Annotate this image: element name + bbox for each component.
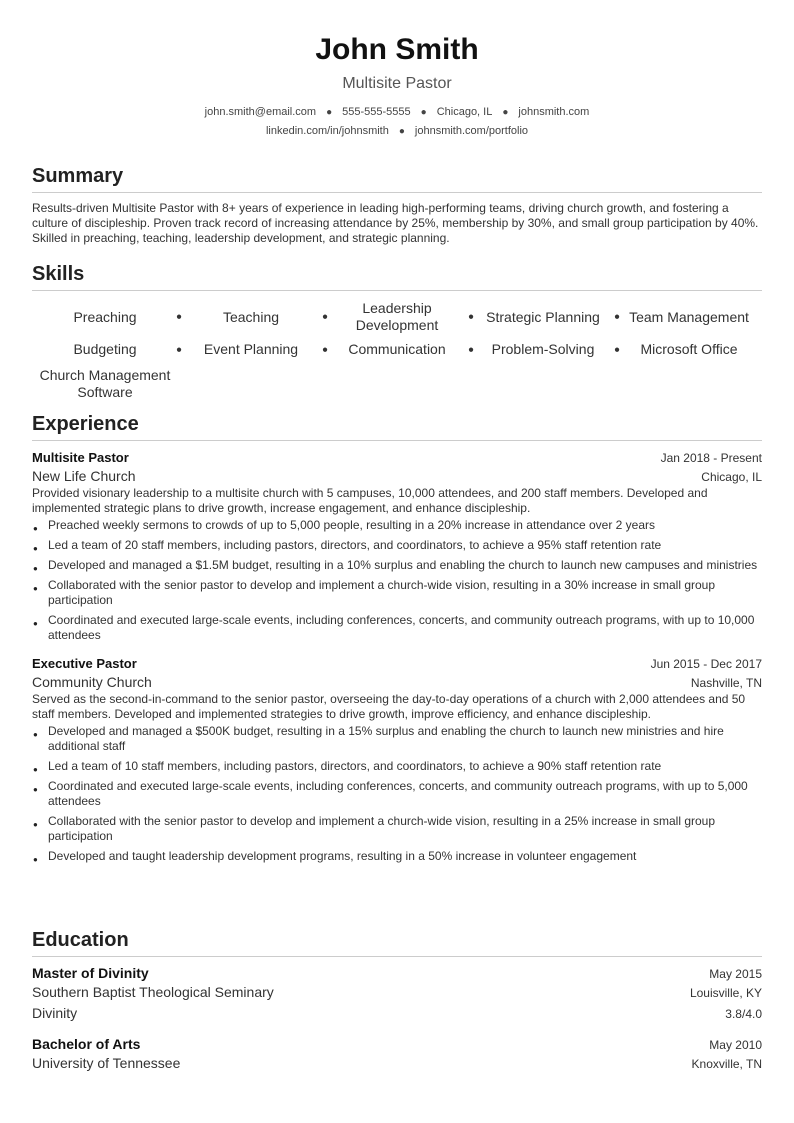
school: University of Tennessee xyxy=(32,1055,181,1071)
skill-item: Teaching ● xyxy=(222,308,328,325)
contact-info xyxy=(0,103,794,141)
bullet-item: ● Developed and managed a $500K budget, resulting in a 15% surplus and enabling the church to launch new ministries and hire additional staff xyxy=(32,724,762,754)
phone-number: 555-555-5555 xyxy=(342,106,411,118)
education-entry xyxy=(32,965,762,1024)
job-entry xyxy=(32,449,762,643)
job-bullets xyxy=(32,724,762,864)
job-location: Nashville, TN xyxy=(690,676,762,690)
skills-row xyxy=(32,335,762,364)
skills-heading: Skills xyxy=(32,262,762,291)
school-location: Louisville, KY xyxy=(689,986,762,1000)
job-description: Served as the second-in-command to the senior pastor, overseeing the day-to-day operations of a church with 2,000 attendees and 50 staff members. Developed and implemented strategies to drive growth, improve efficiency, and enhance discipleship. xyxy=(32,692,746,721)
education-section xyxy=(32,928,762,1074)
job-dates: Jun 2015 - Dec 2017 xyxy=(650,657,762,671)
bullet-item: ● Coordinated and executed large-scale events, including conferences, concerts, and community outreach programs, with up to 10,000 attendees xyxy=(32,613,762,643)
resume-header xyxy=(0,0,794,141)
summary-text: Results-driven Multisite Pastor with 8+ years of experience in leading high-performing teams, driving church growth, and fostering a culture of discipleship. Proven track record of increasing attendance by 25%, membership by 30%, and small group participation by 40%. Skilled in preaching, teaching, leadership development, and strategic planning. xyxy=(32,201,759,245)
bullet-item: ● Collaborated with the senior pastor to develop and implement a church-wide vision, resulting in a 25% increase in small group participation xyxy=(32,814,762,844)
skill-item: Budgeting ● xyxy=(73,341,182,357)
field-of-study: Divinity xyxy=(32,1005,78,1021)
degree: Bachelor of Arts xyxy=(32,1036,141,1052)
experience-heading: Experience xyxy=(32,412,762,441)
gpa: 3.8/4.0 xyxy=(725,1007,762,1021)
degree: Master of Divinity xyxy=(32,965,149,981)
bullet-item: ● Collaborated with the senior pastor to develop and implement a church-wide vision, resulting in a 30% increase in small group participation xyxy=(32,578,762,608)
education-heading: Education xyxy=(32,928,762,957)
job-dates: Jan 2018 - Present xyxy=(660,451,762,465)
email-link[interactable]: john.smith@email.com xyxy=(204,106,317,118)
skills-row xyxy=(32,299,762,335)
website-link[interactable]: johnsmith.com xyxy=(518,106,590,118)
skills-grid xyxy=(32,299,762,404)
graduation-date: May 2015 xyxy=(709,967,762,981)
experience-section xyxy=(32,412,762,869)
summary-section xyxy=(32,164,762,246)
bullet-item: ● Preached weekly sermons to crowds of up to 5,000 people, resulting in a 20% increase in attendance over 2 years xyxy=(32,518,762,533)
skill-item: Communication ● xyxy=(348,341,474,357)
job-location: Chicago, IL xyxy=(701,470,762,484)
portfolio-link[interactable]: johnsmith.com/portfolio xyxy=(414,125,529,137)
summary-heading: Summary xyxy=(32,164,762,193)
bullet-item: ● Developed and taught leadership development programs, resulting in a 50% increase in volunteer engagement xyxy=(32,849,762,864)
skills-row xyxy=(32,364,762,404)
job-description: Provided visionary leadership to a multisite church with 5 campuses, 10,000 attendees, and 200 staff members. Developed and implemented strategic plans to drive growth, increase engagement, and enhance discipleship. xyxy=(32,486,708,515)
candidate-name: John Smith xyxy=(315,33,479,66)
separator-dot: ● xyxy=(398,126,405,137)
skill-item: Problem-Solving ● xyxy=(491,341,620,357)
skills-section xyxy=(32,262,762,404)
location: Chicago, IL xyxy=(436,106,493,118)
school: Southern Baptist Theological Seminary xyxy=(32,984,274,1000)
bullet-item: ● Developed and managed a $1.5M budget, resulting in a 10% surplus and enabling the church to launch new campuses and ministries xyxy=(32,558,762,573)
bullet-item: ● Led a team of 10 staff members, including pastors, directors, and coordinators, to achieve a 90% staff retention rate xyxy=(32,759,762,774)
job-role: Executive Pastor xyxy=(32,656,137,671)
separator-dot: ● xyxy=(420,107,427,118)
skill-item: Event Planning ● xyxy=(203,341,328,357)
skill-item: Microsoft Office xyxy=(640,341,738,357)
linkedin-link[interactable]: linkedin.com/in/johnsmith xyxy=(265,125,389,137)
skill-item: Church Management Software xyxy=(39,367,171,400)
bullet-item: ● Led a team of 20 staff members, including pastors, directors, and coordinators, to achieve a 95% staff retention rate xyxy=(32,538,762,553)
skill-item: Preaching ● xyxy=(73,308,182,325)
skill-item: Leadership Development ● xyxy=(355,300,474,333)
candidate-title: Multisite Pastor xyxy=(342,75,452,92)
job-org: New Life Church xyxy=(32,468,136,484)
job-org: Community Church xyxy=(32,674,152,690)
graduation-date: May 2010 xyxy=(709,1038,762,1052)
education-entry xyxy=(32,1036,762,1074)
job-bullets xyxy=(32,518,762,643)
job-role: Multisite Pastor xyxy=(32,450,129,465)
bullet-item: ● Coordinated and executed large-scale events, including conferences, concerts, and community outreach programs, with up to 5,000 attendees xyxy=(32,779,762,809)
job-entry xyxy=(32,655,762,864)
separator-dot: ● xyxy=(502,107,509,118)
skill-item: Strategic Planning ● xyxy=(486,308,620,325)
school-location: Knoxville, TN xyxy=(691,1057,762,1071)
separator-dot: ● xyxy=(326,107,333,118)
skill-item: Team Management xyxy=(629,308,749,325)
